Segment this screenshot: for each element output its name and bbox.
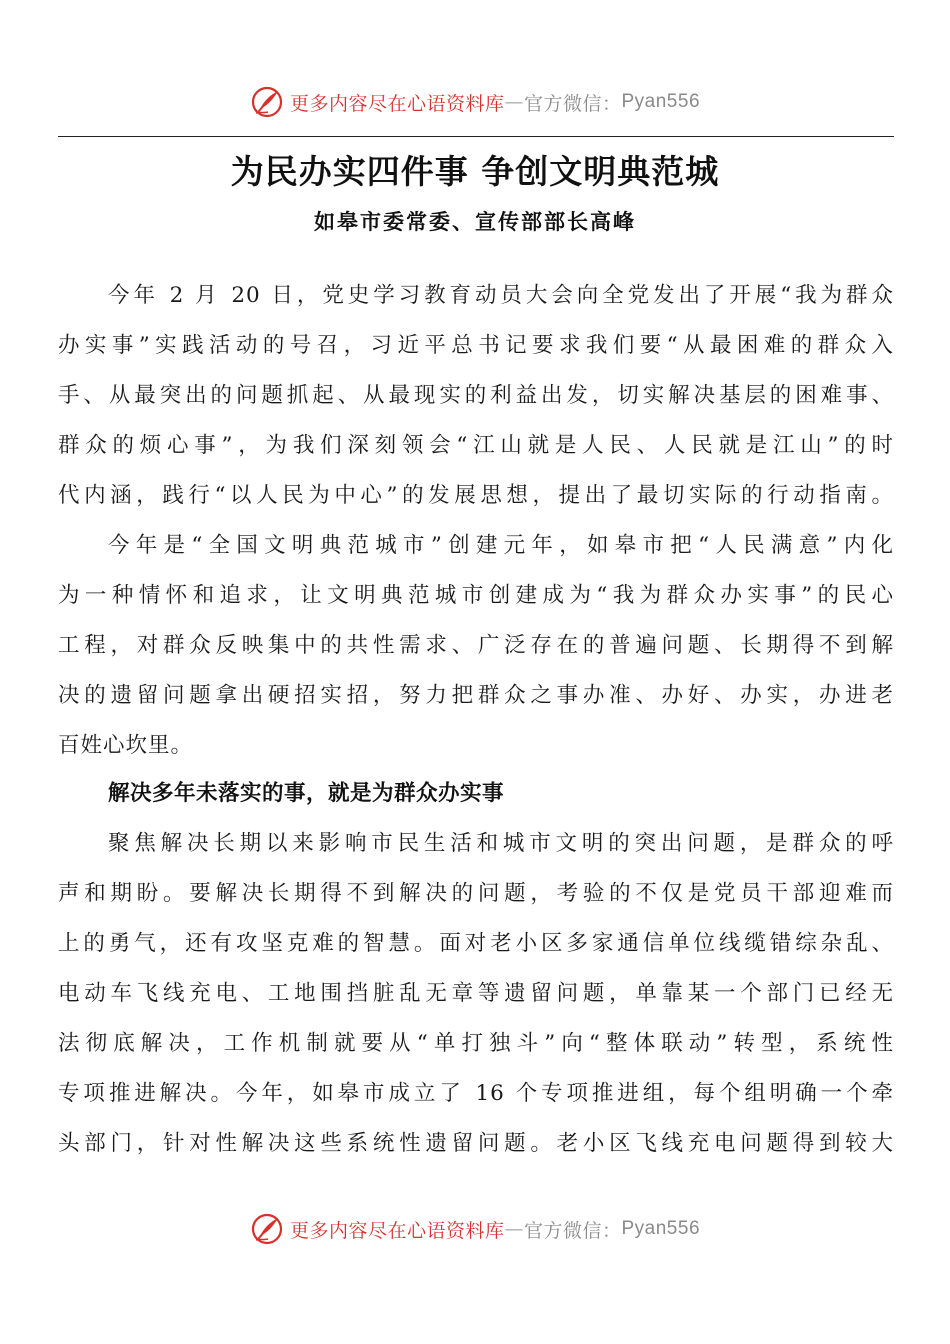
body-line: 代内涵，践行“以人民为中心”的发展思想，提出了最切实际的行动指南。 [58,483,894,508]
body-line: 声和期盼。要解决长期得不到解决的问题，考验的不仅是党员干部迎难而 [58,881,894,906]
body-line: 上的勇气，还有攻坚克难的智慧。面对老小区多家通信单位线缆错综杂乱、 [58,931,894,956]
article-byline: 如皋市委常委、宣传部部长高峰 [314,209,636,234]
body-line: 法彻底解决，工作机制就要从“单打独斗”向“整体联动”转型，系统性 [58,1031,894,1056]
body-line: 群众的烦心事”，为我们深刻领会“江山就是人民、人民就是江山”的时 [58,433,894,458]
body-line: 办实事”实践活动的号召，习近平总书记要求我们要“从最困难的群众入 [58,333,894,358]
body-line: 今年是“全国文明典范城市”创建元年，如皋市把“人民满意”内化 [108,533,894,558]
footer-watermark [0,1209,950,1249]
watermark-site-text: 更多内容尽在心语资料库 [289,92,505,115]
header-watermark [0,82,950,122]
watermark-wechat-id: Pyan556 [621,1218,701,1239]
watermark-wechat-label: 官方微信： [523,92,622,115]
body-line: 工程，对群众反映集中的共性需求、广泛存在的普遍问题、长期得不到解 [58,633,894,658]
body-line: 专项推进解决。今年，如皋市成立了 16 个专项推进组，每个组明确一个牵 [58,1081,894,1106]
watermark-dash: — [504,91,524,113]
body-line: 为一种情怀和追求，让文明典范城市创建成为“我为群众办实事”的民心 [58,583,894,608]
watermark-wechat-label: 官方微信： [523,1219,622,1242]
body-line: 百姓心坎里。 [58,733,194,758]
quill-logo-icon [250,85,284,119]
body-line: 手、从最突出的问题抓起、从最现实的利益出发，切实解决基层的困难事、 [58,383,894,408]
watermark-dash: — [504,1218,524,1240]
quill-logo-icon [250,1212,284,1246]
watermark-site-text: 更多内容尽在心语资料库 [289,1219,505,1242]
body-line: 电动车飞线充电、工地围挡脏乱无章等遗留问题，单靠某一个部门已经无 [58,981,894,1006]
body-line: 聚焦解决长期以来影响市民生活和城市文明的突出问题，是群众的呼 [108,831,894,856]
section-heading: 解决多年未落实的事，就是为群众办实事 [108,781,505,806]
watermark-wechat-id: Pyan556 [621,91,701,112]
header-divider [58,136,894,137]
body-line: 今年 2 月 20 日，党史学习教育动员大会向全党发出了开展“我为群众 [108,283,894,308]
body-line: 头部门，针对性解决这些系统性遗留问题。老小区飞线充电问题得到较大 [58,1131,894,1156]
body-line: 决的遗留问题拿出硬招实招，努力把群众之事办准、办好、办实，办进老 [58,683,894,708]
article-title: 为民办实四件事 争创文明典范城 [230,152,720,191]
